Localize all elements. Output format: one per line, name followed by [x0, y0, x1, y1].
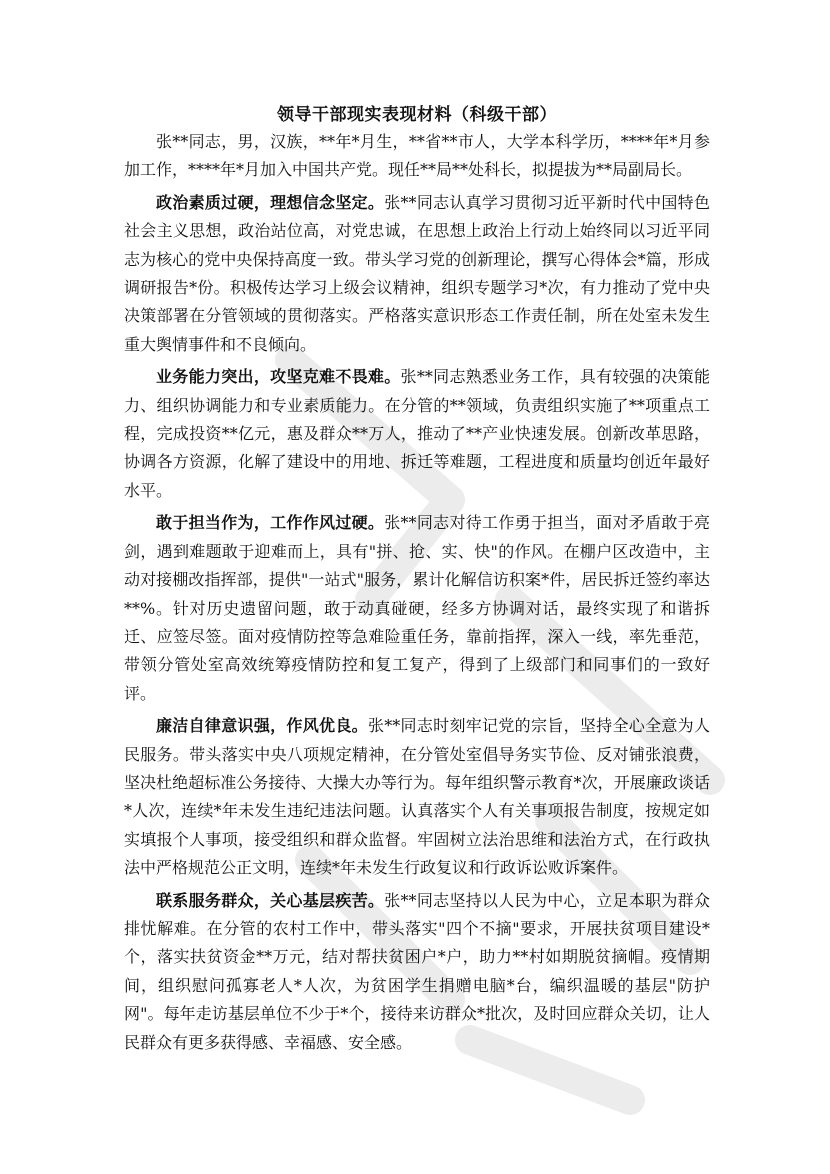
intro-paragraph: 张**同志，男，汉族，**年*月生，**省**市人，大学本科学历，****年*月参加工作，****年*月加入中国共产党。现任**局**处科长，拟提拔为**局副局长。 [124, 132, 710, 180]
section-heading: 廉洁自律意识强，作风优良。 [156, 716, 368, 736]
section-body: 张**同志对待工作勇于担当，面对矛盾敢于亮剑，遇到难题敢于迎难而上，具有"拼、抢、实、快"的作风。在棚户区改造中，主动对接棚改指挥部，提供"一站式"服务，累计化解信访积案*件，居民拆迁签约率达**%。针对历史遗留问题，敢于动真碰硬，经多方协调对话，最终实现了和谐拆迁、应签尽签。面对疫情防控等急难险重任务，靠前指挥，深入一线，率先垂范，带领分管处室高效统筹疫情防控和复工复产，得到了上级部门和同事们的一致好评。 [124, 513, 710, 703]
section-heading: 政治素质过硬，理想信念坚定。 [156, 192, 385, 212]
section-heading: 业务能力突出，攻坚克难不畏难。 [156, 367, 401, 387]
section-paragraph [124, 887, 710, 1057]
document-title: 领导干部现实表现材料（科级干部） [277, 105, 557, 125]
document-body [124, 102, 710, 1061]
section-paragraph [124, 189, 710, 359]
section-heading: 敢于担当作为，工作作风过硬。 [156, 513, 385, 533]
section-body: 张**同志时刻牢记党的宗旨，坚持全心全意为人民服务。带头落实中央八项规定精神，在分管处室倡导务实节俭、反对铺张浪费，坚决杜绝超标准公务接待、大操大办等行为。每年组织警示教育*次，开展廉政谈话*人次，连续*年未发生违纪违法问题。认真落实个人有关事项报告制度，按规定如实填报个人事项，接受组织和群众监督。牢固树立法治思维和法治方式，在行政执法中严格规范公正文明，连续*年未发生行政复议和行政诉讼败诉案件。 [124, 716, 710, 878]
section-paragraph [124, 509, 710, 708]
section-paragraph [124, 363, 710, 505]
section-body: 张**同志熟悉业务工作，具有较强的决策能力、组织协调能力和专业素质能力。在分管的**领域，负责组织实施了**项重点工程，完成投资**亿元，惠及群众**万人，推动了**产业快速发展。创新改革思路，协调各方资源，化解了建设中的用地、拆迁等难题，工程进度和质量均创近年最好水平。 [124, 367, 710, 500]
section-body: 张**同志认真学习贯彻习近平新时代中国特色社会主义思想，政治站位高，对党忠诚，在思想上政治上行动上始终同以习近平同志为核心的党中央保持高度一致。带头学习党的创新理论，撰写心得体会*篇，形成调研报告*份。积极传达学习上级会议精神，组织专题学习*次，有力推动了党中央决策部署在分管领域的贯彻落实。严格落实意识形态工作责任制，所在处室未发生重大舆情事件和不良倾向。 [124, 192, 710, 354]
section-heading: 联系服务群众，关心基层疾苦。 [156, 890, 385, 910]
section-paragraph [124, 712, 710, 882]
section-body: 张**同志坚持以人民为中心，立足本职为群众排忧解难。在分管的农村工作中，带头落实"四个不摘"要求，开展扶贫项目建设*个，落实扶贫资金**万元，结对帮扶贫困户*户，助力**村如期脱贫摘帽。疫情期间，组织慰问孤寡老人*人次，为贫困学生捐赠电脑*台，编织温暖的基层"防护网"。每年走访基层单位不少于*个，接待来访群众*批次，及时回应群众关切，让人民群众有更多获得感、幸福感、安全感。 [124, 890, 710, 1052]
